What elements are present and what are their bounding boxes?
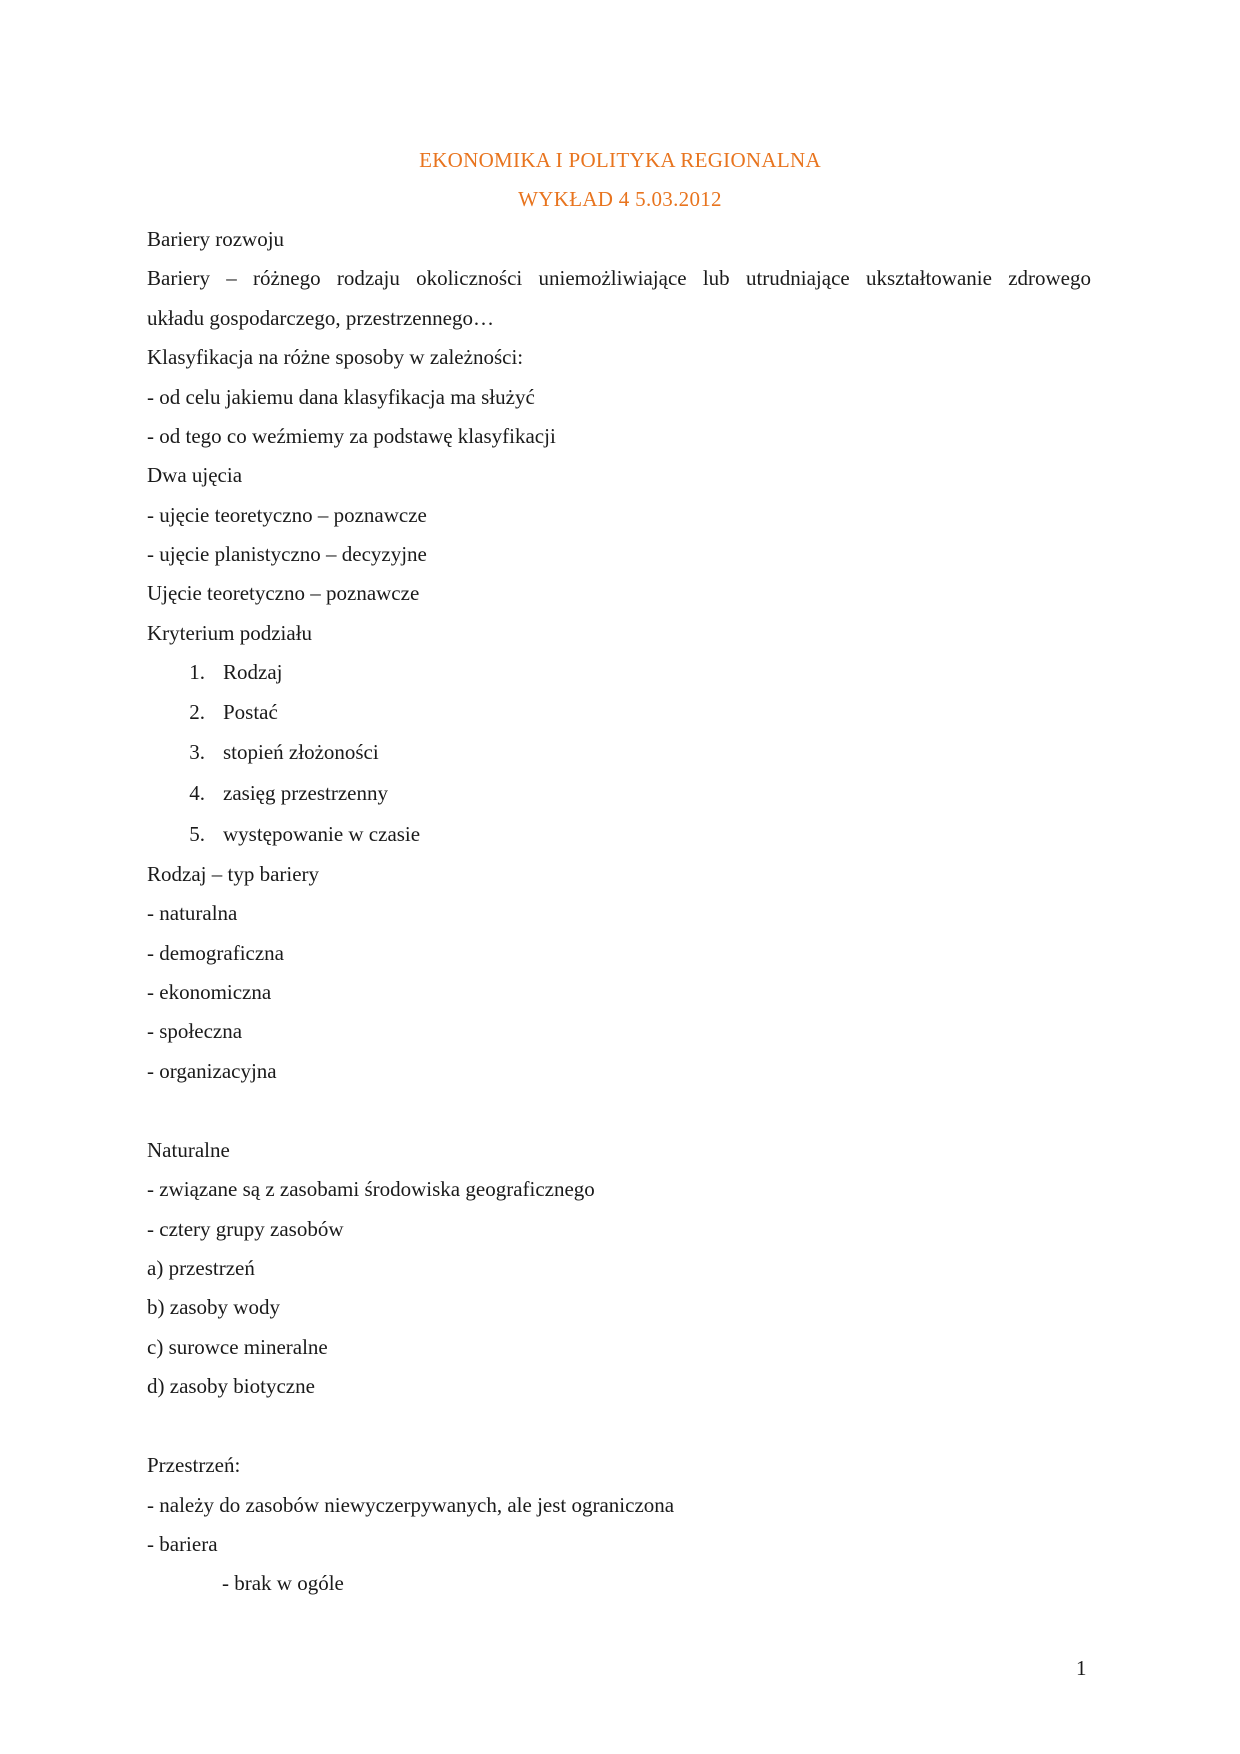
paragraph-line: a) przestrzeń	[147, 1256, 255, 1280]
paragraph-line: b) zasoby wody	[147, 1295, 280, 1319]
list-item-number: 1.	[189, 660, 205, 684]
paragraph-line: Ujęcie teoretyczno – poznawcze	[147, 581, 420, 605]
paragraph-line: - cztery grupy zasobów	[147, 1217, 344, 1241]
paragraph-line: - ekonomiczna	[147, 980, 272, 1004]
paragraph-line: Przestrzeń:	[147, 1453, 241, 1477]
paragraph-line: - demograficzna	[147, 941, 285, 965]
paragraph-line: - należy do zasobów niewyczerpywanych, ale jest ograniczona	[147, 1493, 675, 1517]
list-item: występowanie w czasie	[223, 822, 421, 846]
list-item: Postać	[223, 700, 278, 724]
paragraph-line: Dwa ujęcia	[147, 463, 243, 487]
list-item: Rodzaj	[223, 660, 283, 684]
paragraph-line: - ujęcie teoretyczno – poznawcze	[147, 503, 427, 527]
list-item: stopień złożoności	[223, 740, 379, 764]
paragraph-line: - ujęcie planistyczno – decyzyjne	[147, 542, 427, 566]
paragraph-line: - bariera	[147, 1532, 218, 1556]
paragraph-line: d) zasoby biotyczne	[147, 1374, 315, 1398]
paragraph-line: - naturalna	[147, 901, 238, 925]
paragraph-line: Bariery – różnego rodzaju okoliczności uniemożliwiające lub utrudniające ukształtowanie zdrowego	[147, 266, 1091, 290]
paragraph-line: - związane są z zasobami środowiska geograficznego	[147, 1177, 595, 1201]
list-item-number: 4.	[189, 781, 205, 805]
paragraph-line: c) surowce mineralne	[147, 1335, 328, 1359]
paragraph-line: - organizacyjna	[147, 1059, 277, 1083]
paragraph-line: - brak w ogóle	[222, 1571, 344, 1595]
document-title: EKONOMIKA I POLITYKA REGIONALNA	[419, 148, 821, 172]
paragraph-line: Bariery rozwoju	[147, 227, 285, 251]
paragraph-line: Rodzaj – typ bariery	[147, 862, 320, 886]
paragraph-line: Naturalne	[147, 1138, 230, 1162]
paragraph-line: - społeczna	[147, 1019, 243, 1043]
paragraph-line: Klasyfikacja na różne sposoby w zależności:	[147, 345, 524, 369]
list-item-number: 5.	[189, 822, 205, 846]
lecture-subtitle: WYKŁAD 4 5.03.2012	[518, 187, 722, 211]
paragraph-line: Kryterium podziału	[147, 621, 313, 645]
paragraph-line: - od celu jakiemu dana klasyfikacja ma służyć	[147, 385, 535, 409]
paragraph-line: układu gospodarczego, przestrzennego…	[147, 306, 494, 330]
page-number: 1	[1076, 1656, 1087, 1680]
list-item-number: 3.	[189, 740, 205, 764]
paragraph-line: - od tego co weźmiemy za podstawę klasyfikacji	[147, 424, 556, 448]
list-item: zasięg przestrzenny	[223, 781, 388, 805]
list-item-number: 2.	[189, 700, 205, 724]
